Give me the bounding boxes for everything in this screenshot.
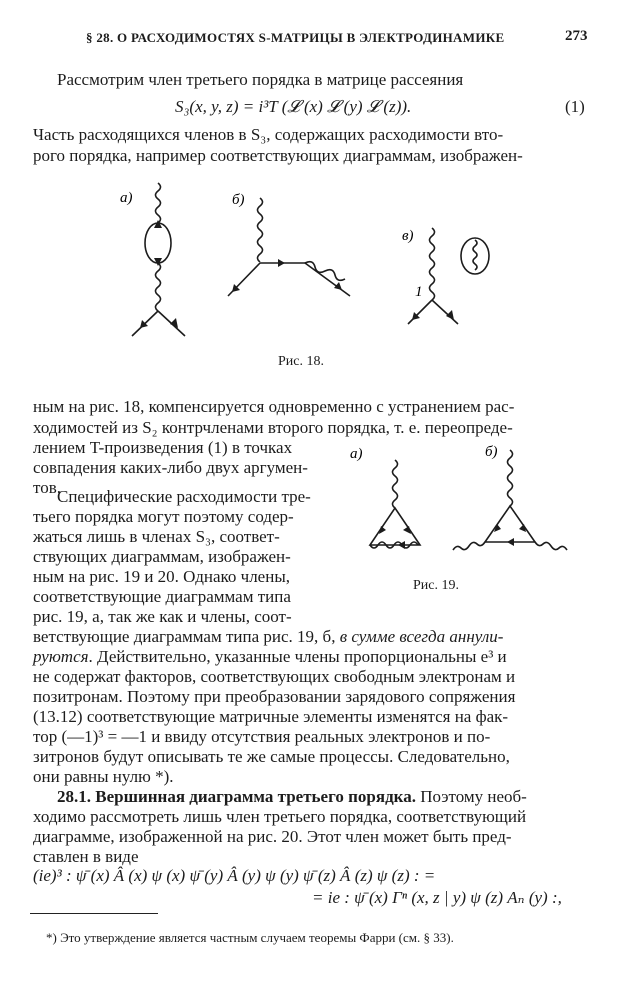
fig18-label-a: a) [120,190,133,206]
fig18-label-v: в) [402,228,414,244]
electron-triangle [485,506,535,542]
text-line: ным на рис. 18, компенсируется одновременно с устранением рас- [33,397,515,416]
text-line: рис. 19, a, так же как и члены, соот- [33,607,292,626]
equation-1-number: (1) [565,97,585,116]
fig18-label-b: б) [232,192,245,208]
emphasis: руются [33,647,89,666]
figure-19 [345,440,590,580]
text-line: 28.1. Вершинная диаграмма третьего порядка. Поэтому необ- [57,787,527,806]
photon-line [258,198,263,262]
text-line: соответствующие диаграммам типа [33,587,291,606]
text-line: Специфические расходимости тре- [57,487,311,506]
text-line: совпадения каких-либо двух аргумен- [33,458,308,477]
photon-leg-right [535,542,567,550]
text-line: диаграмме, изображенной на рис. 20. Этот член может быть пред- [33,827,512,846]
footnote: *) Это утверждение является частным случаем теоремы Фарри (см. § 33). [46,930,454,945]
fig19-label-a: a) [350,446,363,462]
photon-line [156,183,161,223]
equation-1: S₃(x, y, z) = i³T (𝓛 (x) 𝓛 (y) 𝓛 (z)). [175,97,412,116]
electron-line [408,300,432,324]
photon-base [370,542,418,548]
text-line: тор (—1)³ = —1 и ввиду отсутствия реальных электронов и по- [33,727,491,746]
text-line: они равны нулю *). [33,767,174,786]
photon-line [508,450,513,506]
text-line: позитронам. Поэтому при преобразовании зарядового сопряжения [33,687,516,706]
text-line: Рассмотрим член третьего порядка в матрице рассеяния [57,70,464,89]
text-line: ставлен в виде [33,847,139,866]
text-line: лением T-произведения (1) в точках [33,438,293,457]
text-line: не содержат факторов, соответствующих свободным электронам и [33,667,516,686]
photon-inner [473,240,477,270]
electron-triangle [370,508,420,545]
text-line: рого порядка, например соответствующих диаграммам, изображен- [33,146,523,165]
vacuum-loop [461,238,489,274]
text-line: Часть расходящихся членов в S₃, содержащих расходимости вто- [33,125,504,144]
text-line: тов. [33,478,61,497]
section-title: 28.1. Вершинная диаграмма третьего порядка. [57,787,416,806]
text-line: ствующих диаграммам, изображен- [33,547,291,566]
text-line: ным на рис. 19 и 20. Однако члены, [33,567,291,586]
arrow-mark [507,538,514,546]
electron-loop [145,223,171,263]
page-number: 273 [565,28,588,44]
electron-line [432,300,458,324]
equation-2-line-1: (ie)³ : ψ̄ (x) Â (x) ψ (x) ψ̄ (y) Â (y) ψ (y) ψ̄ (z) Â (z) ψ (z) : = [33,866,436,885]
text-line: зитронов будут описывать те же самые процессы. Следовательно, [33,747,510,766]
text-line: руются. Действительно, указанные члены пропорциональны e³ и [33,647,507,666]
text-line: ходимостей из S₂ контрчленами второго порядка, т. е. переопреде- [33,418,513,437]
photon-line [156,263,161,311]
text-line: ветствующие диаграммам типа рис. 19, б, в сумме всегда аннули- [33,627,504,646]
text-line: тьего порядка могут поэтому содер- [33,507,294,526]
photon-leg-left [453,542,485,550]
text-line: жаться лишь в членах S₃, соответ- [33,527,280,546]
fig18-caption: Рис. 18. [278,354,324,369]
fig19-label-b: б) [485,444,498,460]
arrow-mark [379,526,386,534]
emphasis: в сумме всегда аннули- [339,627,504,646]
equation-2-line-2: = ie : ψ̄ (x) Γⁿ (x, z | y) ψ (z) Aₙ (y) :, [312,888,562,907]
arrow-mark [278,259,285,267]
text-line: (13.12) соответствующие матричные элементы изменятся на фак- [33,707,509,726]
fig18-label-one: 1 [415,284,423,300]
running-title: § 28. О РАСХОДИМОСТЯХ S-МАТРИЦЫ В ЭЛЕКТРОДИНАМИКЕ [86,30,505,45]
arrow-mark [446,310,454,320]
photon-line [430,228,435,300]
footnote-rule [30,913,158,914]
text-line: ходимо рассмотреть лишь член третьего порядка, соответствующий [33,807,527,826]
photon-line [393,460,398,508]
fig19-caption: Рис. 19. [413,578,459,593]
arrow-mark [403,526,411,534]
figure-18 [110,178,510,353]
